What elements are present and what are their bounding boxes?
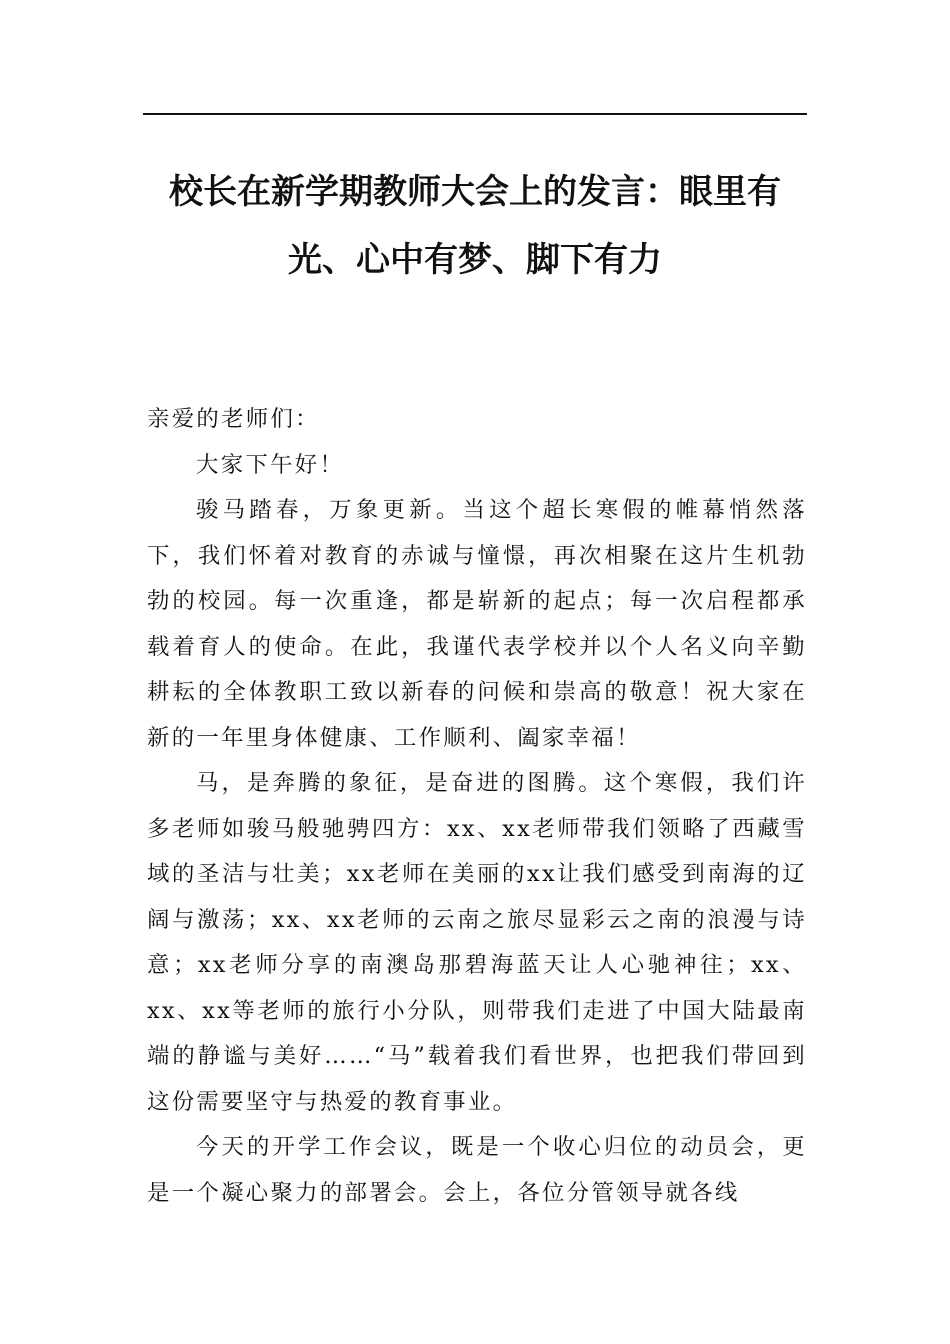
document-title — [143, 168, 807, 284]
salutation: 亲爱的老师们： — [147, 406, 320, 432]
title-line-1: 校长在新学期教师大会上的发言：眼里有 — [169, 172, 781, 212]
header-rule — [143, 113, 807, 115]
document-body — [147, 397, 807, 1216]
paragraph-2: 马，是奔腾的象征，是奋进的图腾。这个寒假，我们许多老师如骏马般驰骋四方：xx、xx老师带我们领略了西藏雪域的圣洁与壮美；xx老师在美丽的xx让我们感受到南海的辽阔与激荡；xx、xx老师的云南之旅尽显彩云之南的浪漫与诗意；xx老师分享的南澳岛那碧海蓝天让人心驰神往；xx、xx、xx等老师的旅行小分队，则带我们走进了中国大陆最南端的静谧与美好……“马”载着我们看世界，也把我们带回到这份需要坚守与热爱的教育事业。 — [147, 770, 807, 1115]
paragraph-1: 骏马踏春，万象更新。当这个超长寒假的帷幕悄然落下，我们怀着对教育的赤诚与憧憬，再次相聚在这片生机勃勃的校园。每一次重逢，都是崭新的起点；每一次启程都承载着育人的使命。在此，我谨代表学校并以个人名义向辛勤耕耘的全体教职工致以新春的问候和崇高的敬意！祝大家在新的一年里身体健康、工作顺利、阖家幸福！ — [147, 497, 807, 751]
paragraph-3: 今天的开学工作会议，既是一个收心归位的动员会，更是一个凝心聚力的部署会。会上，各位分管领导就各线 — [147, 1134, 807, 1206]
title-line-2: 光、心中有梦、脚下有力 — [288, 240, 662, 280]
greeting: 大家下午好！ — [196, 451, 345, 478]
